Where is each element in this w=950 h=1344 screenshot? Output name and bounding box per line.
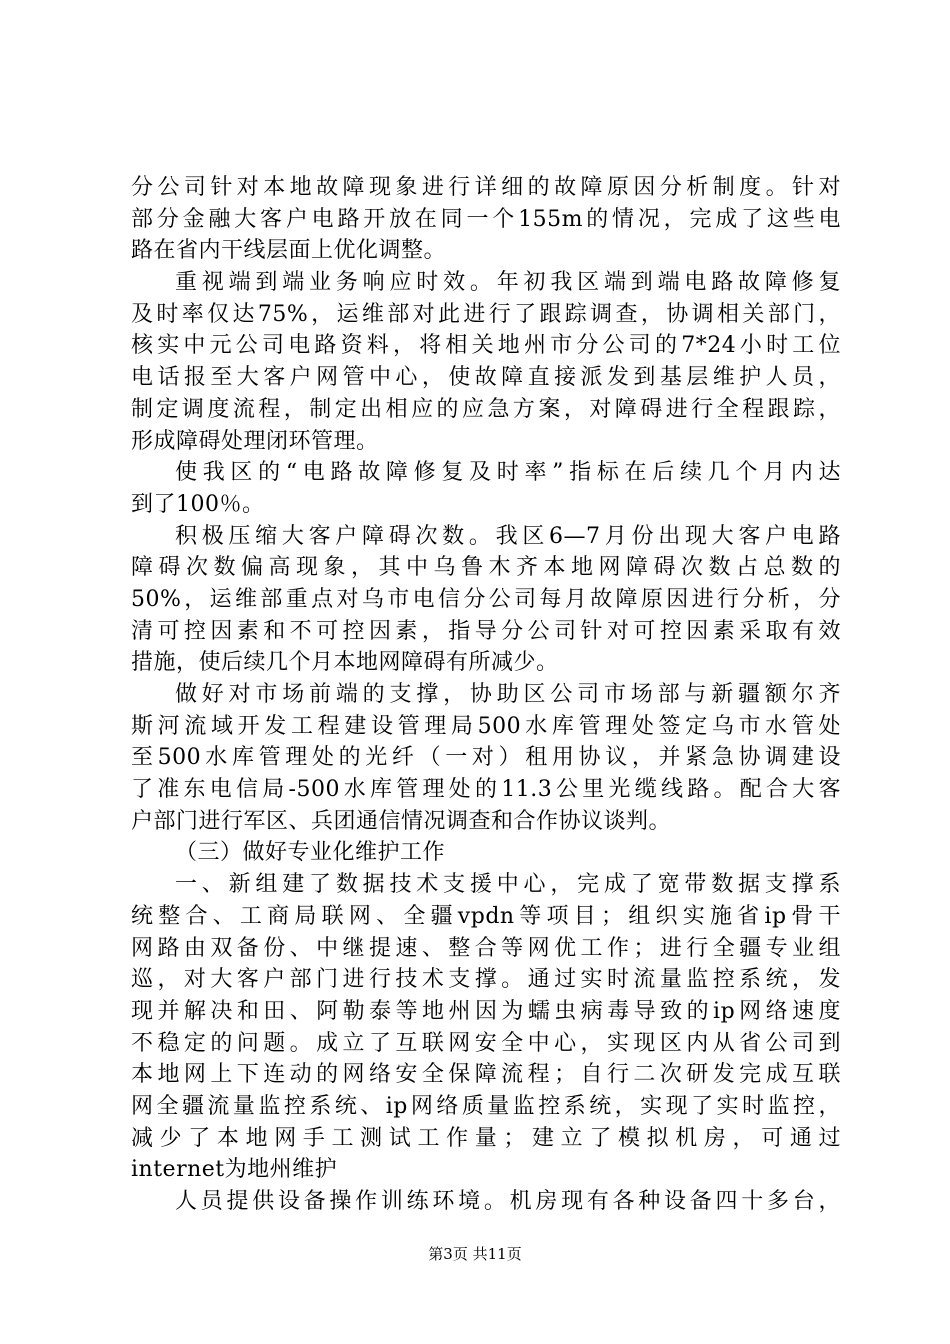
text-line: 清可控因素和不可控因素，指导分公司针对可控因素采取有效 — [131, 618, 841, 644]
text-line: 减少了本地网手工测试工作量；建立了模拟机房，可通过 — [131, 1125, 841, 1151]
text-line: 斯河流域开发工程建设管理局500水库管理处签定乌市水管处 — [131, 713, 841, 739]
text-line: 网全疆流量监控系统、ip网络质量监控系统，实现了实时监控， — [131, 1093, 841, 1119]
text-line: 巡，对大客户部门进行技术支撑。通过实时流量监控系统，发 — [131, 967, 841, 993]
text-line: 统整合、工商局联网、全疆vpdn等项目；组织实施省ip骨干 — [131, 903, 841, 929]
text-line: 使我区的“电路故障修复及时率”指标在后续几个月内达 — [175, 460, 841, 486]
document-body — [131, 172, 841, 1218]
text-line: 做好对市场前端的支撑，协助区公司市场部与新疆额尔齐 — [175, 682, 841, 707]
text-line: 重视端到端业务响应时效。年初我区端到端电路故障修复 — [175, 270, 841, 296]
text-line: 到了100％。 — [131, 491, 265, 517]
text-line: 及时率仅达75%，运维部对此进行了跟踪调查，协调相关部门， — [131, 301, 841, 327]
text-line: 一、新组建了数据技术支援中心，完成了宽带数据支撑系 — [175, 872, 841, 898]
text-line: 至500水库管理处的光纤（一对）租用协议，并紧急协调建设 — [131, 745, 841, 771]
text-line: 了准东电信局-500水库管理处的11.3公里光缆线路。配合大客 — [131, 777, 841, 803]
text-line: 措施，使后续几个月本地网障碍有所减少。 — [131, 650, 559, 676]
text-line: 障碍次数偏高现象，其中乌鲁木齐本地网障碍次数占总数的 — [131, 555, 841, 581]
text-line: 路在省内干线层面上优化调整。 — [131, 238, 447, 264]
text-line: 核实中元公司电路资料，将相关地州市分公司的7*24小时工位 — [131, 333, 841, 359]
page-footer: 第3页 共11页 — [428, 1245, 522, 1263]
text-line: 人员提供设备操作训练环境。机房现有各种设备四十多台， — [175, 1189, 841, 1214]
text-line: 户部门进行军区、兵团通信情况调查和合作协议谈判。 — [131, 808, 672, 834]
text-line: 50%，运维部重点对乌市电信分公司每月故障原因进行分析，分 — [131, 586, 841, 612]
text-line: 部分金融大客户电路开放在同一个155m的情况，完成了这些电 — [131, 206, 841, 232]
text-line: 不稳定的问题。成立了互联网安全中心，实现区内从省公司到 — [131, 1030, 841, 1056]
text-line: （三）做好专业化维护工作 — [175, 840, 446, 866]
text-line: 现并解决和田、阿勒泰等地州因为蠕虫病毒导致的ip网络速度 — [131, 998, 841, 1024]
text-line: 电话报至大客户网管中心，使故障直接派发到基层维护人员， — [131, 365, 841, 391]
text-line: 网路由双备份、中继提速、整合等网优工作；进行全疆专业组 — [131, 935, 841, 961]
text-line: 形成障碍处理闭环管理。 — [131, 428, 379, 454]
text-line: 本地网上下连动的网络安全保障流程；自行二次研发完成互联 — [131, 1062, 841, 1088]
text-line: 制定调度流程，制定出相应的应急方案，对障碍进行全程跟踪， — [131, 396, 841, 422]
text-line: 分公司针对本地故障现象进行详细的故障原因分析制度。针对 — [131, 175, 841, 200]
text-line: internet为地州维护 — [131, 1157, 338, 1183]
text-line: 积极压缩大客户障碍次数。我区6—7月份出现大客户电路 — [175, 523, 841, 549]
